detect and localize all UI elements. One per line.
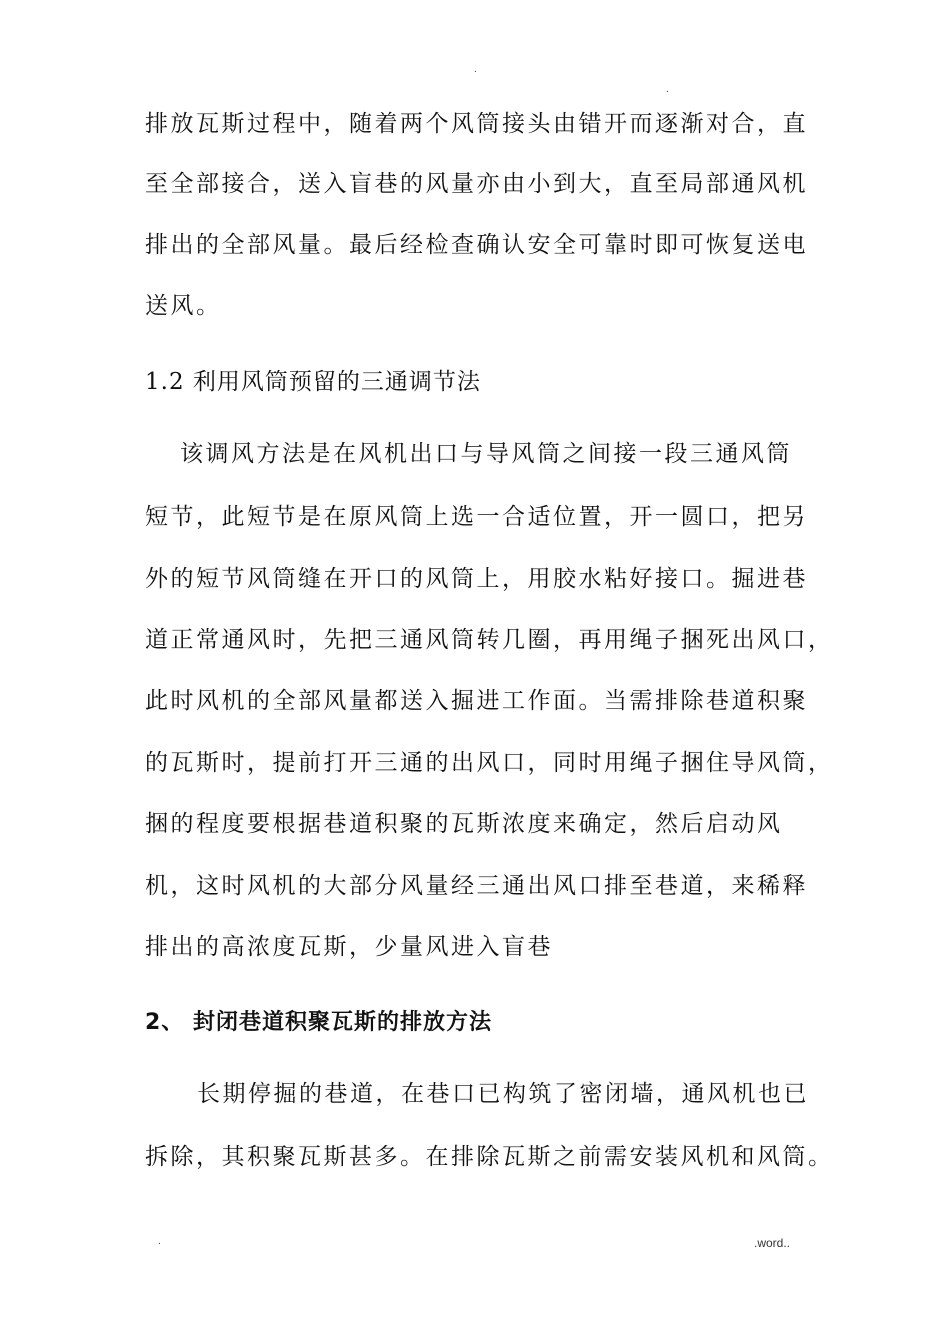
header-dot: . [474,64,477,75]
text-line: 至全部接合，送入盲巷的风量亦由小到大，直至局部通风机 [145,171,808,197]
text-line: 的瓦斯时，提前打开三通的出风口，同时用绳子捆住导风筒， [145,750,834,776]
text-line: 此时风机的全部风量都送入掘进工作面。当需排除巷道积聚 [145,688,808,714]
header-dot-2: . [666,84,669,95]
text-line: 该调风方法是在风机出口与导风筒之间接一段三通风筒 [180,441,792,467]
text-line: 机，这时风机的大部分风量经三通出风口排至巷道，来稀释 [145,873,808,899]
footer-dot: . [158,1236,161,1247]
text-line: 长期停掘的巷道，在巷口已构筑了密闭墙，通风机也已 [197,1081,809,1107]
text-line: 外的短节风筒缝在开口的风筒上，用胶水粘好接口。掘进巷 [145,566,808,592]
text-line: 捆的程度要根据巷道积聚的瓦斯浓度来确定，然后启动风 [145,811,783,837]
text-line: 道正常通风时，先把三通风筒转几圈，再用绳子捆死出风口， [145,627,834,653]
text-line: 短节，此短节是在原风筒上选一合适位置，开一圆口，把另 [145,504,808,530]
section-2-title: 2、 封闭巷道积聚瓦斯的排放方法 [145,1010,492,1035]
text-line: 排放瓦斯过程中，随着两个风筒接头由错开而逐渐对合，直 [145,111,808,137]
text-line: 拆除，其积聚瓦斯甚多。在排除瓦斯之前需安装风机和风筒。 [145,1144,834,1170]
section-1-2-title: 1.2 利用风筒预留的三通调节法 [145,369,481,395]
text-line: 排出的全部风量。最后经检查确认安全可靠时即可恢复送电 [145,232,808,258]
footer-word-mark: .word.. [753,1236,790,1250]
text-line: 送风。 [145,293,222,319]
text-line: 排出的高浓度瓦斯，少量风进入盲巷 [145,934,553,960]
